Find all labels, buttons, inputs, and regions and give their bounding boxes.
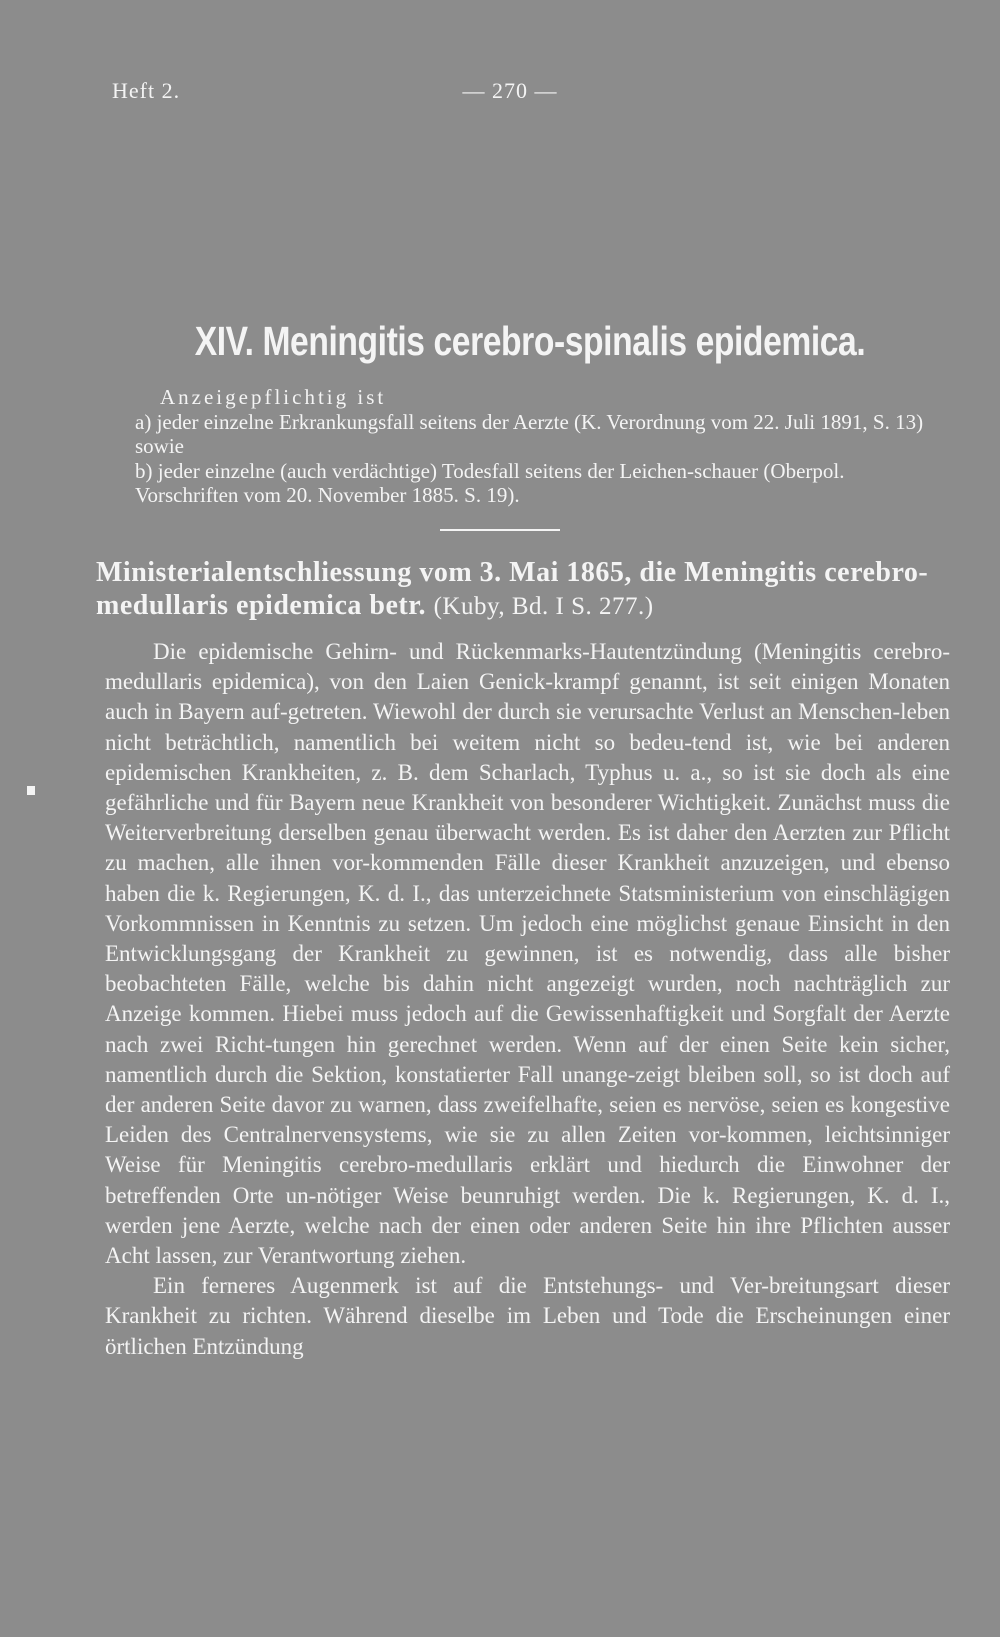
section-title: XIV. Meningitis cerebro-spinalis epidemica. — [194, 318, 866, 364]
issue-label: Heft 2. — [112, 78, 181, 103]
body-paragraph-1: Die epidemische Gehirn- und Rückenmarks-Hautentzündung (Meningitis cerebro-medullaris epidemica), von den Laien Genick-krampf genannt, ist seit einigen Monaten auch in Bayern auf-getreten. Wiewohl der durch sie verursachte Verlust an Menschen-leben nicht beträchtlich, namentlich bei weitem nicht so bedeu-tend ist, wie bei anderen epidemischen Krankheiten, z. B. dem Scharlach, Typhus u. a., so ist sie doch als eine gefährliche und für Bayern neue Krankheit von besonderer Wichtigkeit. Zunächst muss die Weiterverbreitung derselben genau überwacht werden. Es ist daher den Aerzten zur Pflicht zu machen, alle ihnen vor-kommenden Fälle dieser Krankheit anzuzeigen, und ebenso haben die k. Regierungen, K. d. I., das unterzeichnete Statsministerium von einschlägigen Vorkommnissen in Kenntnis zu setzen. Um jedoch eine möglichst genaue Einsicht in den Entwicklungsgang der Krankheit zu gewinnen, ist es notwendig, dass alle bisher beobachteten Fälle, welche bis dahin nicht angezeigt wurden, noch nachträglich zur Anzeige kommen. Hiebei muss jedoch auf die Gewissenhaftigkeit und Sorgfalt der Aerzte nach zwei Richt-tungen hin gerechnet werden. Wenn auf der einen Seite kein sicher, namentlich durch die Sektion, konstatierter Fall unange-zeigt bleiben soll, so ist doch auf der anderen Seite davor zu warnen, dass zweifelhafte, seien es nervöse, seien es kongestive Leiden des Centralnervensystems, wie sie zu allen Zeiten vor-kommen, leichtsinniger Weise für Meningitis cerebro-medullaris erklärt und hiedurch die Einwohner der betreffenden Orte un-nötiger Weise beunruhigt werden. Die k. Regierungen, K. d. I., werden jene Aerzte, welche nach der einen oder anderen Seite hin ihre Pflichten ausser Acht lassen, zur Verantwortung ziehen. — [105, 639, 950, 1269]
margin-mark — [27, 786, 35, 795]
item-b: b) jeder einzelne (auch verdächtige) Todesfall seitens der Leichen-schauer (Oberpol. Vorschriften vom 20. November 1885. S. 19). — [135, 458, 845, 507]
intro-lead: Anzeigepflichtig ist — [160, 385, 387, 409]
decree-heading — [96, 556, 946, 623]
page-header — [0, 74, 1000, 114]
item-a: a) jeder einzelne Erkrankungsfall seitens der Aerzte (K. Verordnung vom 22. Juli 1891, S. 13) sowie — [135, 409, 924, 458]
decree-title: Ministerialentschliessung vom 3. Mai 1865, die Meningitis cerebro-medullaris epidemica betr. — [96, 557, 929, 621]
decree-body — [105, 637, 950, 1362]
body-paragraph-2: Ein ferneres Augenmerk ist auf die Entstehungs- und Ver-breitungsart dieser Krankheit zu richten. Während dieselbe im Leben und Tode die Erscheinungen einer örtlichen Entzündung — [105, 1273, 950, 1359]
reporting-requirements — [105, 385, 945, 508]
decree-reference: (Kuby, Bd. I S. 277.) — [433, 593, 654, 620]
page-number: — 270 — — [462, 78, 558, 103]
divider-rule — [440, 529, 560, 531]
